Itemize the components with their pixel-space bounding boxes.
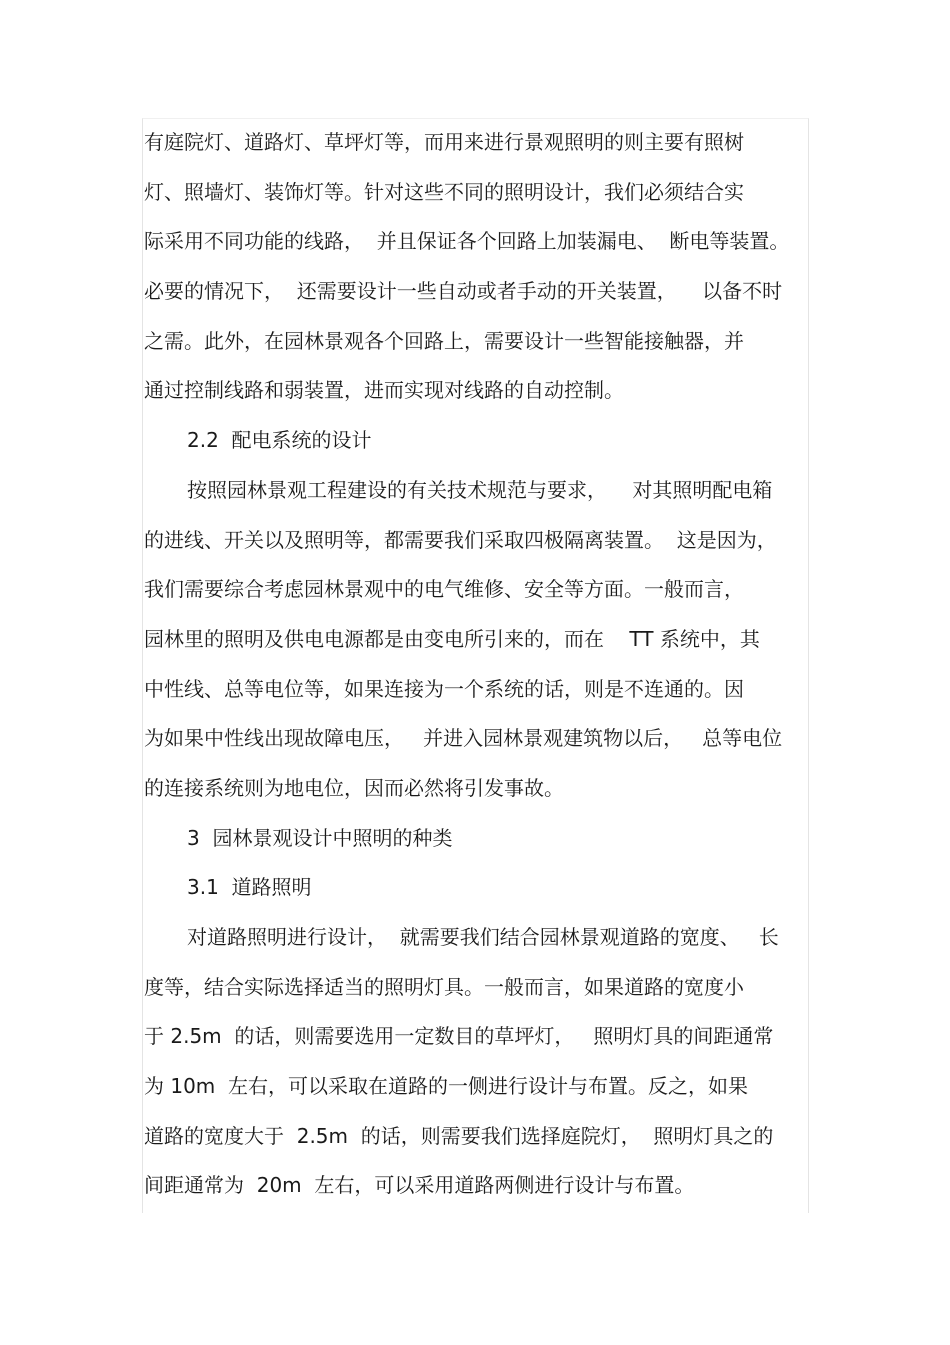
text-line: 的进线、开关以及照明等，都需要我们采取四极隔离装置。 这是因为， bbox=[144, 527, 777, 552]
text-line: 对道路照明进行设计， 就需要我们结合园林景观道路的宽度、 长 bbox=[187, 925, 779, 949]
text-line: 有庭院灯、道路灯、草坪灯等，而用来进行景观照明的则主要有照树 bbox=[144, 130, 744, 154]
section-heading: 2.2 配电系统的设计 bbox=[187, 428, 372, 453]
text-line: 间距通常为 20m 左右，可以采用道路两侧进行设计与布置。 bbox=[144, 1173, 695, 1198]
text-line: 为 10m 左右，可以采取在道路的一侧进行设计与布置。反之，如果 bbox=[144, 1074, 749, 1099]
text-line: 之需。此外，在园林景观各个回路上，需要设计一些智能接触器，并 bbox=[144, 328, 744, 353]
text-line: 灯、照墙灯、装饰灯等。针对这些不同的照明设计，我们必须结合实 bbox=[144, 179, 744, 204]
document-body bbox=[144, 118, 808, 1211]
text-line: 中性线、总等电位等，如果连接为一个系统的话，则是不连通的。因 bbox=[144, 676, 744, 701]
text-line: 的连接系统则为地电位，因而必然将引发事故。 bbox=[144, 775, 564, 800]
text-line: 际采用不同功能的线路， 并且保证各个回路上加装漏电、 断电等装置。 bbox=[144, 229, 790, 254]
text-line: 我们需要综合考虑园林景观中的电气维修、安全等方面。一般而言， bbox=[144, 577, 744, 602]
text-line: 度等，结合实际选择适当的照明灯具。一般而言，如果道路的宽度小 bbox=[144, 974, 744, 999]
text-line: 为如果中性线出现故障电压， 并进入园林景观建筑物以后， 总等电位 bbox=[144, 726, 783, 751]
text-line: 通过控制线路和弱装置，进而实现对线路的自动控制。 bbox=[144, 378, 624, 403]
text-line: 园林里的照明及供电电源都是由变电所引来的，而在 TT 系统中，其 bbox=[144, 626, 760, 651]
text-line: 道路的宽度大于 2.5m 的话，则需要我们选择庭院灯， 照明灯具之的 bbox=[144, 1123, 774, 1148]
text-line: 按照园林景观工程建设的有关技术规范与要求， 对其照明配电箱 bbox=[187, 477, 773, 502]
text-line: 于 2.5m 的话，则需要选用一定数目的草坪灯， 照明灯具的间距通常 bbox=[144, 1024, 774, 1049]
section-heading: 3 园林景观设计中照明的种类 bbox=[187, 825, 453, 850]
text-line: 必要的情况下， 还需要设计一些自动或者手动的开关装置， 以备不时 bbox=[144, 279, 783, 304]
section-heading: 3.1 道路照明 bbox=[187, 875, 312, 900]
